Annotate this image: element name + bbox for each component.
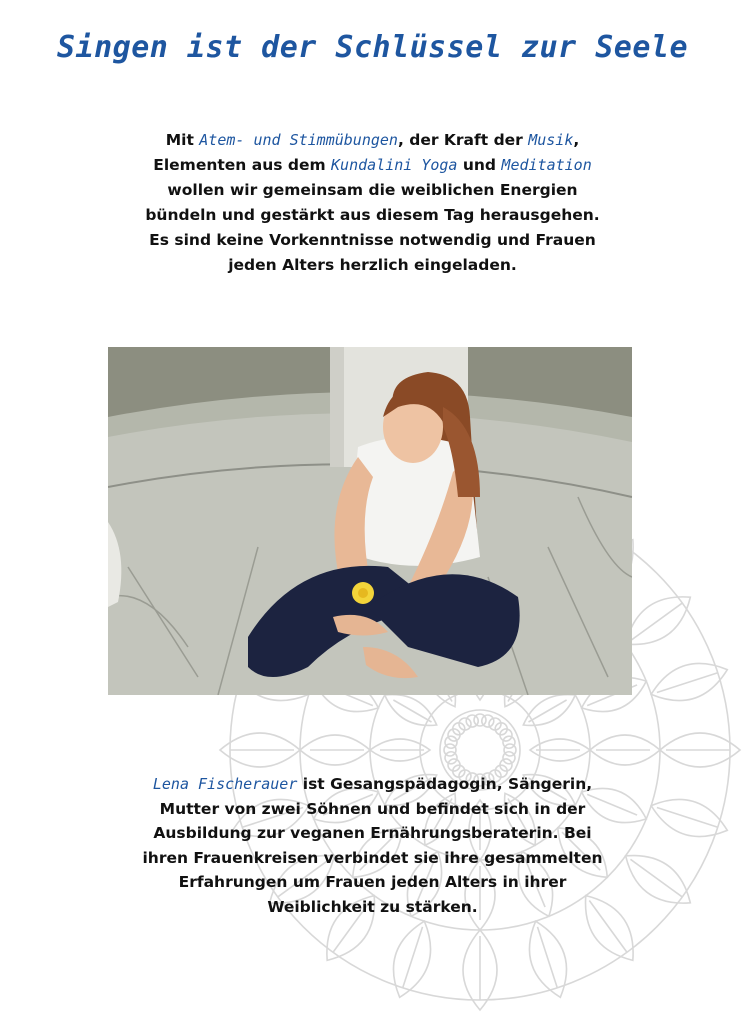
bio-line-1 — [120, 772, 625, 797]
intro-paragraph — [100, 128, 645, 278]
bio-line-3: Ausbildung zur veganen Ernährungsberaterin. Bei — [153, 824, 592, 842]
highlight-kundalini: Kundalini Yoga — [331, 156, 458, 174]
bio-line-4: ihren Frauenkreisen verbindet sie ihre gesammelten — [142, 848, 603, 867]
bio-line-6: Weiblichkeit zu stärken. — [267, 897, 478, 916]
bio-text: ist Gesangspädagogin, Sängerin, — [297, 775, 593, 793]
bio-name: Lena Fischerauer — [152, 775, 298, 793]
intro-line-3: wollen wir gemeinsam die weiblichen Energien — [167, 181, 578, 199]
intro-text: , der Kraft der — [397, 131, 529, 149]
portrait-photo — [108, 347, 632, 695]
highlight-music: Musik — [528, 131, 574, 149]
intro-text: Mit — [165, 131, 200, 149]
intro-text: und — [457, 156, 502, 174]
page-title: Singen ist der Schlüssel zur Seele — [56, 30, 689, 65]
intro-line-5: Es sind keine Vorkenntnisse notwendig und Frauen — [149, 231, 596, 249]
highlight-meditation: Meditation — [501, 156, 592, 174]
intro-line-2 — [100, 153, 645, 178]
intro-line-4: bündeln und gestärkt aus diesem Tag herausgehen. — [145, 206, 600, 224]
bio-line-5: Erfahrungen um Frauen jeden Alters in ihrer — [178, 873, 567, 891]
intro-line-1 — [100, 128, 645, 153]
intro-text: , — [573, 131, 580, 149]
bio-paragraph — [120, 772, 625, 919]
intro-text: Elementen aus dem — [153, 156, 332, 174]
intro-line-6: jeden Alters herzlich eingeladen. — [228, 256, 517, 274]
bio-line-2: Mutter von zwei Söhnen und befindet sich in der — [159, 799, 586, 818]
highlight-breathing: Atem- und Stimmübungen — [199, 131, 398, 149]
